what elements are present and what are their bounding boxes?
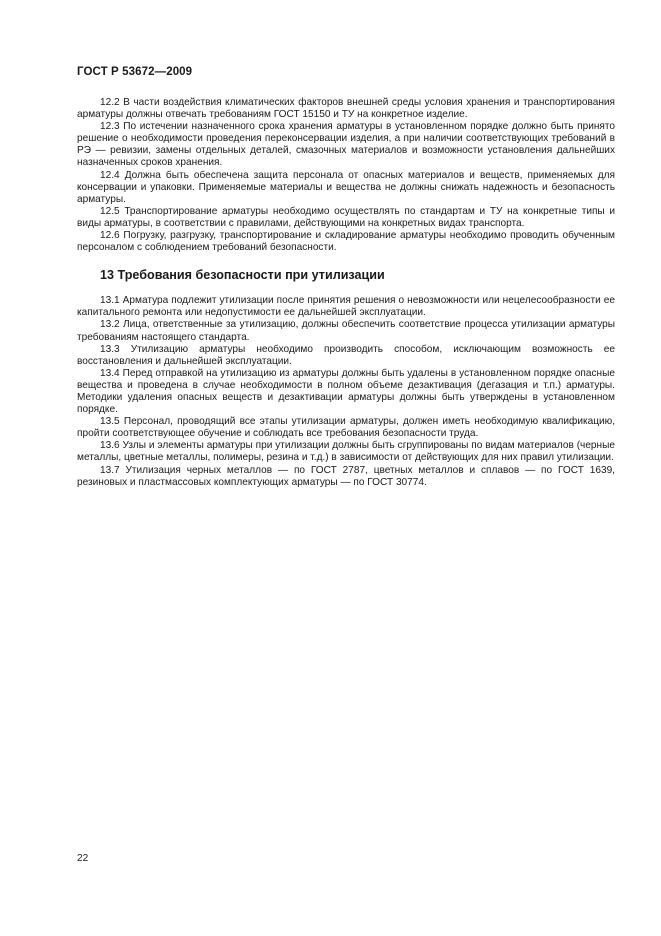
paragraph-13-6: 13.6 Узлы и элементы арматуры при утилизации должны быть сгруппированы по видам материалов (черные металлы, цветные металлы, полимеры, резина и т.д.) в зависимости от действующих для них правил утилизации. <box>77 440 615 464</box>
document-header: ГОСТ Р 53672—2009 <box>77 66 193 78</box>
paragraph-12-2: 12.2 В части воздействия климатических факторов внешней среды условия хранения и транспортирования арматуры должны отвечать требованиям ГОСТ 15150 и ТУ на конкретное изделие. <box>77 97 615 121</box>
section-13-title: 13 Требования безопасности при утилизации <box>100 268 385 283</box>
paragraph-13-3: 13.3 Утилизацию арматуры необходимо производить способом, исключающим возможность ее восстановления и дальнейшей эксплуатации. <box>77 343 615 367</box>
paragraph-12-6: 12.6 Погрузку, разгрузку, транспортирование и складирование арматуры необходимо проводить обученным персоналом с соблюдением требований безопасности. <box>77 230 615 254</box>
paragraph-13-5: 13.5 Персонал, проводящий все этапы утилизации арматуры, должен иметь необходимую квалификацию, пройти соответствующее обучение и соблюдать все требования безопасности труда. <box>77 416 615 440</box>
paragraph-13-7: 13.7 Утилизация черных металлов — по ГОСТ 2787, цветных металлов и сплавов — по ГОСТ 1639, резиновых и пластмассовых комплектующих арматуры — по ГОСТ 30774. <box>77 464 615 488</box>
page-number: 22 <box>77 853 89 864</box>
paragraph-13-4: 13.4 Перед отправкой на утилизацию из арматуры должны быть удалены в установленном порядке опасные вещества и проведена в случае необходимости в полном объеме дезактивация (дегазация и т.п.) арматуры. Методики удаления опасных веществ и дезактивации арматуры должны быть утверждены в установленном порядке. <box>77 367 615 416</box>
paragraph-12-3: 12.3 По истечении назначенного срока хранения арматуры в установленном порядке должно быть принято решение о необходимости проведения переконсервации изделия, а при наличии соответствующих требований в РЭ — ревизии, замены отдельных деталей, смазочных материалов и возможности установления дальнейших назначенных сроков хранения. <box>77 121 615 169</box>
paragraph-12-5: 12.5 Транспортирование арматуры необходимо осуществлять по стандартам и ТУ на конкретные типы и виды арматуры, в соответствии с правилами, действующими на конкретных видах транспорта. <box>77 205 615 229</box>
paragraph-12-4: 12.4 Должна быть обеспечена защита персонала от опасных материалов и веществ, применяемых для консервации и упаковки. Применяемые материалы и вещества не должны снижать надежность и безопасность арматуры. <box>77 169 615 205</box>
document-body <box>77 97 615 489</box>
paragraph-13-2: 13.2 Лица, ответственные за утилизацию, должны обеспечить соответствие процесса утилизации арматуры требованиям настоящего стандарта. <box>77 319 615 343</box>
paragraph-13-1: 13.1 Арматура подлежит утилизации после принятия решения о невозможности или нецелесообразности ее капитального ремонта или недопустимости ее дальнейшей эксплуатации. <box>77 295 615 319</box>
